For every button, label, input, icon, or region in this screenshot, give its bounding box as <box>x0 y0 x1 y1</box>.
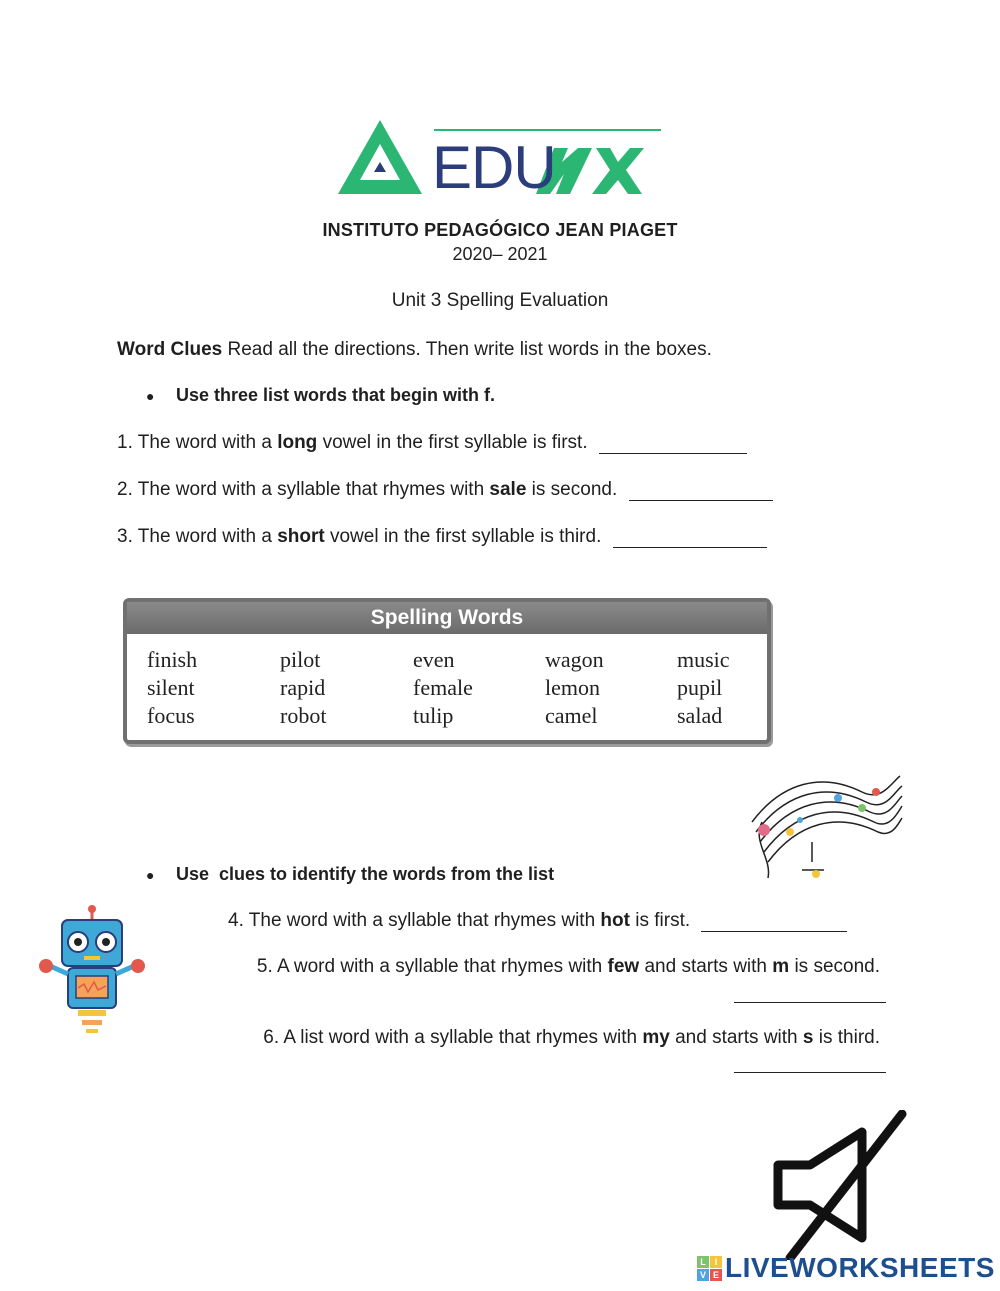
word-column-5 <box>677 646 730 730</box>
question-6: 6. A list word with a syllable that rhymes with my and starts with s is third. <box>263 1027 880 1048</box>
intro-line <box>117 339 712 361</box>
spelling-words-title: Spelling Words <box>127 602 767 634</box>
badge-letter: V <box>697 1269 709 1281</box>
bullet-icon: ● <box>146 867 155 883</box>
question-2: 2. The word with a syllable that rhymes with sale is second. <box>117 479 773 501</box>
question-5: 5. A word with a syllable that rhymes with few and starts with m is second. <box>256 956 880 977</box>
music-notes-icon <box>742 762 904 884</box>
spelling-word: camel <box>545 703 598 728</box>
school-name: INSTITUTO PEDAGÓGICO JEAN PIAGET <box>322 220 678 240</box>
question-1: 1. The word with a long vowel in the first syllable is first. <box>117 432 747 454</box>
page-title: Unit 3 Spelling Evaluation <box>391 290 609 311</box>
spelling-word: robot <box>280 703 327 728</box>
spelling-word: silent <box>147 675 195 700</box>
robot-icon <box>34 904 150 1042</box>
spelling-word: focus <box>147 703 195 728</box>
bullet-icon: ● <box>146 388 155 404</box>
spelling-word: even <box>413 647 455 672</box>
answer-4-input[interactable] <box>701 911 847 932</box>
answer-3-input[interactable] <box>613 527 767 548</box>
spelling-word: pilot <box>280 647 321 672</box>
spelling-word: wagon <box>545 647 604 672</box>
spelling-word: music <box>677 647 730 672</box>
spelling-word: pupil <box>677 675 723 700</box>
intro-text: Read all the directions. Then write list words in the boxes. <box>222 339 712 360</box>
spelling-word: female <box>413 675 473 700</box>
live-badge-icon <box>697 1256 722 1281</box>
school-year: 2020– 2021 <box>452 244 548 264</box>
intro-bold: Word Clues <box>117 339 223 360</box>
word-column-3 <box>413 646 473 730</box>
spelling-word: finish <box>147 647 198 672</box>
spelling-words-box <box>123 598 771 744</box>
question-4: 4. The word with a syllable that rhymes with hot is first. <box>228 910 847 932</box>
liveworksheets-logo <box>697 1252 995 1284</box>
section1-heading: Use three list words that begin with f. <box>176 385 496 405</box>
word-column-1 <box>147 646 197 730</box>
mute-speaker-icon[interactable] <box>770 1110 910 1260</box>
badge-letter: L <box>697 1256 709 1268</box>
liveworksheets-text: LIVEWORKSHEETS <box>725 1252 995 1283</box>
answer-5-input[interactable] <box>734 982 886 1003</box>
question-3: 3. The word with a short vowel in the first syllable is third. <box>117 526 767 548</box>
section2-heading: Use clues to identify the words from the list <box>176 864 555 884</box>
answer-2-input[interactable] <box>629 480 773 501</box>
word-column-4 <box>545 646 604 730</box>
answer-1-input[interactable] <box>599 433 747 454</box>
spelling-words-grid <box>127 634 767 734</box>
spelling-word: lemon <box>545 675 600 700</box>
logo-edu-text: EDU <box>432 134 556 201</box>
spelling-word: rapid <box>280 675 326 700</box>
answer-6-input[interactable] <box>734 1052 886 1073</box>
edumax-logo <box>338 118 663 201</box>
spelling-word: salad <box>677 703 723 728</box>
badge-letter: I <box>710 1256 722 1268</box>
word-column-2 <box>280 646 326 730</box>
badge-letter: E <box>710 1269 722 1281</box>
spelling-word: tulip <box>413 703 454 728</box>
